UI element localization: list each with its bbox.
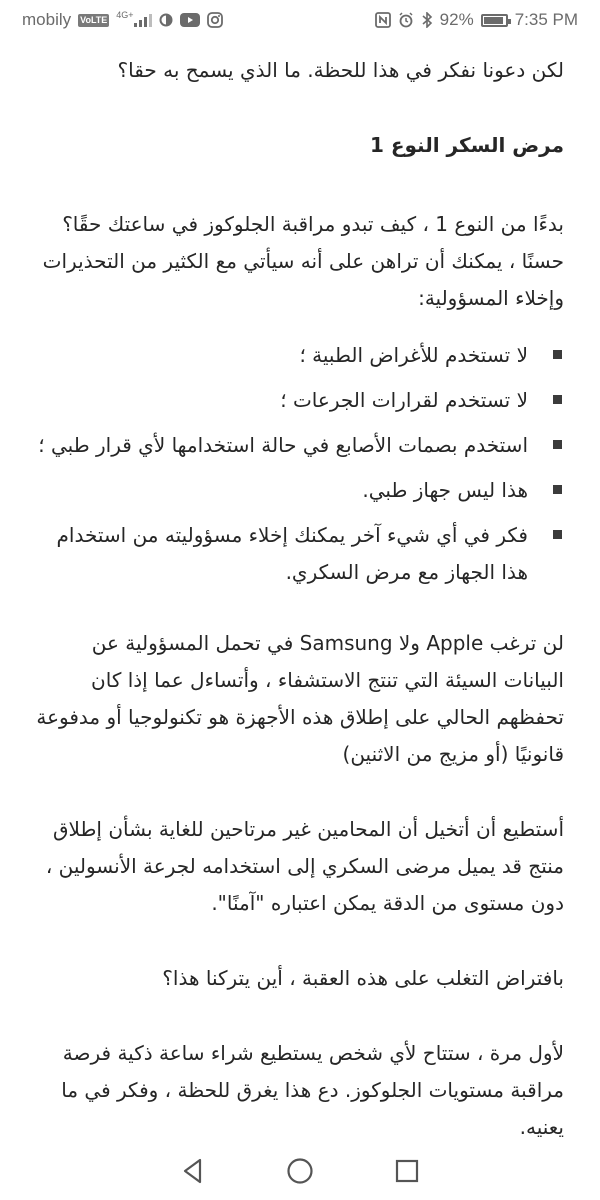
article-paragraph: بافتراض التغلب على هذه العقبة ، أين يتركنا هذا؟ xyxy=(162,966,564,990)
status-left xyxy=(22,10,223,30)
status-bar xyxy=(0,0,600,40)
back-icon xyxy=(181,1158,205,1184)
home-button[interactable] xyxy=(282,1153,318,1189)
battery-icon xyxy=(481,14,508,27)
list-item xyxy=(36,472,528,509)
bluetooth-icon xyxy=(421,12,433,28)
signal-icon xyxy=(116,10,151,27)
data-saver-icon xyxy=(159,13,173,27)
section-heading: مرض السكر النوع 1 xyxy=(369,133,564,157)
list-item xyxy=(36,427,528,464)
back-button[interactable] xyxy=(175,1153,211,1189)
nfc-icon xyxy=(375,12,391,28)
battery-fill xyxy=(484,17,503,24)
list-item-text: لا تستخدم لقرارات الجرعات ؛ xyxy=(280,388,528,412)
list-item xyxy=(36,517,528,591)
article-paragraph: لأول مرة ، ستتاح لأي شخص يستطيع شراء ساعة ذكية فرصة مراقبة مستويات الجلوكوز. دع هذا يغرق للحظة ، وفكر في ما يعنيه. xyxy=(61,1041,564,1139)
article-paragraph: لن ترغب Apple ولا Samsung في تحمل المسؤولية عن البيانات السيئة التي تنتج الاستشفاء ، وأتساءل عما إذا كان تحفظهم الحالي على إطلاق هذه الأجهزة هو تكنولوجيا أو مدفوعة قانونيًا (أو مزيج من الاثنين) xyxy=(36,631,564,766)
home-icon xyxy=(286,1157,314,1185)
list-item xyxy=(36,337,528,374)
bullet-icon xyxy=(553,485,562,494)
carrier-name: mobily xyxy=(22,10,72,29)
battery-percent: 92% xyxy=(439,10,474,29)
youtube-icon xyxy=(180,13,200,27)
list-item-text: هذا ليس جهاز طبي. xyxy=(362,478,528,502)
bullet-icon xyxy=(553,440,562,449)
network-type: 4G+ xyxy=(116,10,134,20)
clock: 7:35 PM xyxy=(514,10,578,29)
article-paragraph: أستطيع أن أتخيل أن المحامين غير مرتاحين للغاية بشأن إطلاق منتج قد يميل مرضى السكري إلى استخدامه لجرعة الأنسولين ، دون مستوى من الدقة يمكن اعتباره "آمنًا". xyxy=(45,817,564,915)
status-right xyxy=(375,10,578,30)
bullet-icon xyxy=(553,530,562,539)
article-content xyxy=(36,44,564,1146)
navigation-bar xyxy=(0,1142,600,1200)
list-item-text: لا تستخدم للأغراض الطبية ؛ xyxy=(299,343,528,367)
bullet-icon xyxy=(553,350,562,359)
article-intro: لكن دعونا نفكر في هذا للحظة. ما الذي يسمح به حقا؟ xyxy=(117,58,564,82)
bullet-icon xyxy=(553,395,562,404)
recents-button[interactable] xyxy=(389,1153,425,1189)
list-item-text: استخدم بصمات الأصابع في حالة استخدامها لأي قرار طبي ؛ xyxy=(38,433,528,457)
article-paragraph: بدءًا من النوع 1 ، كيف تبدو مراقبة الجلوكوز في ساعتك حقًا؟ حسنًا ، يمكنك أن تراهن على أنه سيأتي مع الكثير من التحذيرات وإخلاء المسؤولية: xyxy=(42,212,564,310)
list-item-text: فكر في أي شيء آخر يمكنك إخلاء مسؤوليته من استخدام هذا الجهاز مع مرض السكري. xyxy=(56,523,528,584)
volte-badge: VoLTE xyxy=(80,14,108,25)
alarm-icon xyxy=(398,12,414,28)
recents-icon xyxy=(395,1159,419,1183)
list-item xyxy=(36,382,528,419)
instagram-icon xyxy=(207,12,223,28)
disclaimer-list xyxy=(36,337,564,591)
